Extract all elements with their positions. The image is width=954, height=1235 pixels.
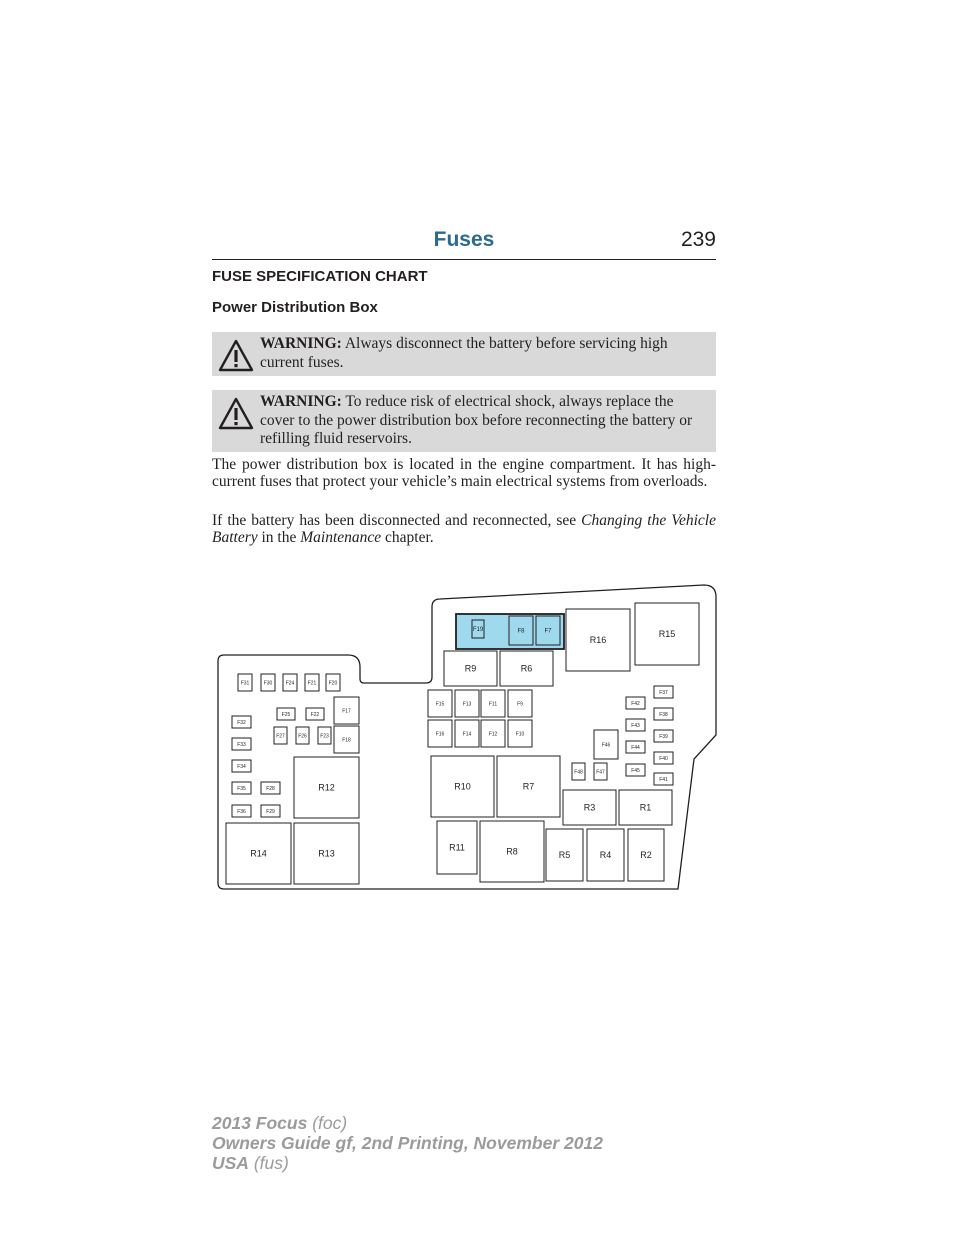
paragraph-text: If the battery has been disconnected and reconnected, see	[212, 512, 582, 529]
warning-triangle-icon	[218, 397, 254, 431]
fuse-label-f29: F29	[266, 808, 275, 815]
footer-line-1: 2013 Focus (foc)	[212, 1113, 348, 1133]
page-title: Fuses	[433, 228, 495, 251]
fuse-label-r9: R9	[464, 663, 477, 674]
fuse-label-f8: F8	[517, 628, 525, 635]
paragraph-text: chapter.	[381, 529, 434, 546]
fuse-label-f27: F27	[276, 733, 285, 740]
fuse-label-f12: F12	[488, 731, 498, 738]
fuse-label-f30: F30	[263, 680, 273, 687]
fuse-label-f34: F34	[237, 763, 246, 770]
fuse-label-r10: R10	[454, 781, 471, 792]
fuse-label-r5: R5	[558, 850, 571, 861]
fuse-label-f45: F45	[631, 767, 640, 774]
fuse-label-f16: F16	[435, 731, 445, 738]
fuse-label-f40: F40	[659, 755, 668, 762]
fuse-label-f18: F18	[342, 737, 351, 744]
fuse-label-f11: F11	[488, 701, 498, 708]
warning-box-2	[212, 390, 716, 452]
fuse-label-f31: F31	[240, 680, 250, 687]
fuse-label-f17: F17	[342, 708, 351, 715]
fuse-label-f43: F43	[631, 722, 640, 729]
warning-label: WARNING:	[260, 335, 342, 352]
warning-triangle-icon	[218, 339, 254, 373]
fuse-label-r1: R1	[639, 802, 652, 813]
fuse-label-f37: F37	[659, 689, 668, 696]
fuse-label-f19: F19	[472, 627, 484, 634]
fuse-label-f23: F23	[320, 733, 329, 740]
fuse-label-f9: F9	[517, 701, 523, 708]
fuse-label-f10: F10	[515, 731, 525, 738]
fuse-label-r15: R15	[658, 629, 676, 640]
fuse-label-f36: F36	[237, 808, 246, 815]
fuse-label-f24: F24	[285, 680, 295, 687]
fuse-label-f7: F7	[544, 628, 552, 635]
fuse-label-f33: F33	[237, 741, 246, 748]
body-paragraph-1: The power distribution box is located in the engine compartment. It has high-current fuses that protect your vehicle’s main electrical systems from overloads.	[212, 456, 716, 490]
fuse-label-r11: R11	[449, 842, 465, 853]
fuse-label-r2: R2	[640, 850, 652, 861]
cross-reference-link: Changing the Vehicle Battery	[212, 512, 716, 546]
fuse-label-r16: R16	[589, 635, 607, 646]
subsection-heading: Power Distribution Box	[212, 299, 378, 316]
fuse-label-r7: R7	[522, 781, 535, 792]
fuse-label-f48: F48	[574, 769, 583, 776]
fuse-label-f41: F41	[659, 776, 668, 783]
body-paragraph-2	[212, 512, 716, 546]
fuse-label-f22: F22	[310, 711, 320, 718]
chapter-reference: Maintenance	[300, 529, 382, 546]
fuse-label-f15: F15	[435, 701, 445, 708]
warning-box-1	[212, 332, 716, 376]
footer-line-3: USA (fus)	[212, 1153, 289, 1173]
fuse-label-f25: F25	[281, 711, 291, 718]
fuse-label-f42: F42	[631, 700, 640, 707]
fuse-label-r3: R3	[583, 802, 596, 813]
warning-text: Always disconnect the battery before servicing high current fuses.	[260, 335, 668, 371]
paragraph-text: in the	[257, 529, 301, 546]
fuse-label-f13: F13	[462, 701, 472, 708]
power-distribution-box-diagram	[212, 583, 718, 893]
warning-label: WARNING:	[260, 393, 342, 410]
fuse-label-f21: F21	[307, 680, 317, 687]
footer-line-2: Owners Guide gf, 2nd Printing, November 2012	[212, 1133, 603, 1153]
fuse-label-f39: F39	[659, 733, 668, 740]
fuse-label-f32: F32	[237, 719, 246, 726]
fuse-label-f20: F20	[328, 680, 338, 687]
fuse-label-r14: R14	[250, 848, 267, 859]
warning-text: To reduce risk of electrical shock, always replace the cover to the power distribution box before reconnecting the battery or refilling fluid reservoirs.	[260, 393, 693, 447]
section-heading: FUSE SPECIFICATION CHART	[212, 268, 428, 285]
fuse-label-f38: F38	[659, 711, 668, 718]
fuse-label-r12: R12	[318, 782, 335, 793]
page-footer	[212, 1113, 603, 1173]
fuse-label-f44: F44	[631, 744, 640, 751]
page-number: 239	[680, 228, 716, 251]
fuse-label-f26: F26	[298, 733, 307, 740]
fuse-label-r13: R13	[318, 848, 335, 859]
fuse-label-f47: F47	[596, 769, 605, 776]
fuse-label-r4: R4	[599, 850, 612, 861]
fuse-label-r6: R6	[520, 663, 533, 674]
fuse-label-f46: F46	[601, 742, 611, 749]
header-divider	[212, 259, 716, 260]
fuse-label-r8: R8	[506, 846, 518, 857]
fuse-label-f28: F28	[266, 785, 275, 792]
fuse-label-f14: F14	[462, 731, 472, 738]
fuse-label-f35: F35	[237, 785, 246, 792]
